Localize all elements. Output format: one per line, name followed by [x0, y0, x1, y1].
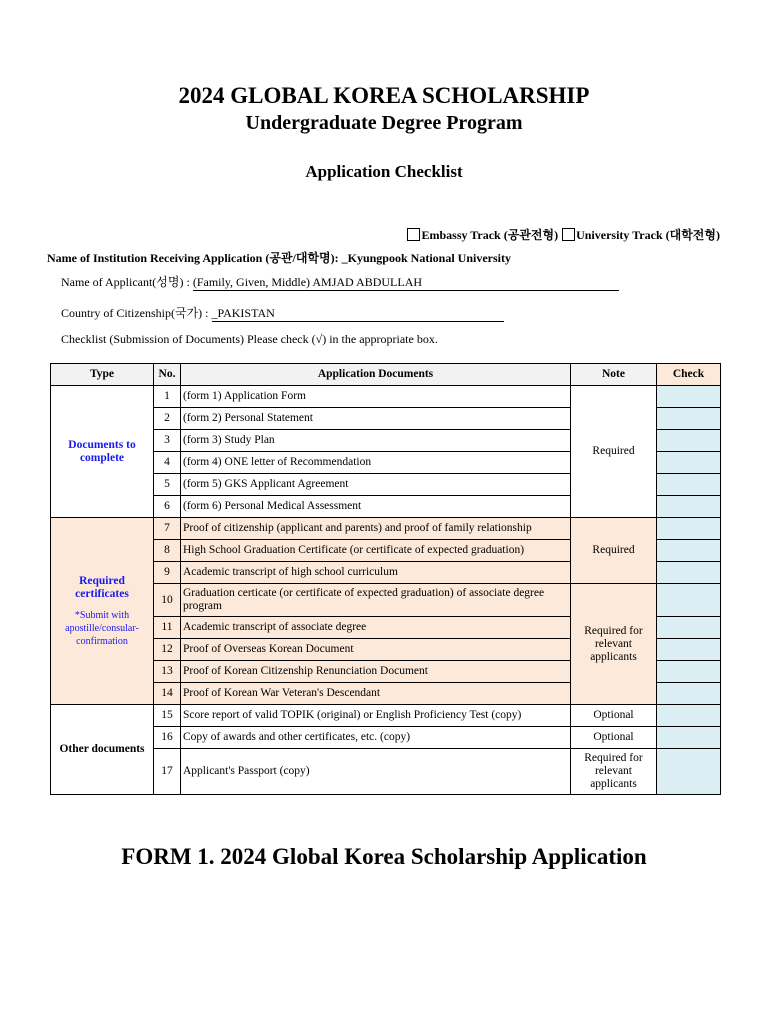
group-other-documents: Other documents: [51, 705, 154, 795]
table-row: [51, 705, 721, 727]
row-document: (form 5) GKS Applicant Agreement: [181, 474, 571, 496]
note-optional: Optional: [571, 727, 657, 749]
row-number: 16: [154, 727, 181, 749]
row-number: 11: [154, 617, 181, 639]
track-selector: [407, 226, 720, 243]
row-document: Academic transcript of associate degree: [181, 617, 571, 639]
check-cell[interactable]: [657, 408, 721, 430]
row-number: 7: [154, 518, 181, 540]
header-check: Check: [657, 364, 721, 386]
institution-label: Name of Institution Receiving Application (공관/대학명): _: [47, 251, 348, 265]
table-row: [51, 386, 721, 408]
check-cell[interactable]: [657, 430, 721, 452]
check-cell[interactable]: [657, 584, 721, 617]
check-cell[interactable]: [657, 727, 721, 749]
row-document: Copy of awards and other certificates, etc. (copy): [181, 727, 571, 749]
note-required-relevant: Required for relevant applicants: [571, 584, 657, 705]
row-document: (form 4) ONE letter of Recommendation: [181, 452, 571, 474]
header-no: No.: [154, 364, 181, 386]
row-number: 6: [154, 496, 181, 518]
check-cell[interactable]: [657, 661, 721, 683]
row-document: Proof of Overseas Korean Document: [181, 639, 571, 661]
note-optional: Optional: [571, 705, 657, 727]
table-row: [51, 518, 721, 540]
applicant-line: [61, 273, 619, 291]
apostille-note: *Submit with apostille/consular-confirmation: [65, 609, 139, 647]
row-document: (form 1) Application Form: [181, 386, 571, 408]
check-cell[interactable]: [657, 562, 721, 584]
citizenship-line: [61, 304, 504, 322]
form-title: FORM 1. 2024 Global Korea Scholarship Application: [121, 844, 647, 869]
row-document: (form 2) Personal Statement: [181, 408, 571, 430]
document-subtitle: Undergraduate Degree Program: [245, 112, 523, 134]
header-type: Type: [51, 364, 154, 386]
check-cell[interactable]: [657, 518, 721, 540]
applicant-name-field[interactable]: (Family, Given, Middle) AMJAD ABDULLAH: [193, 275, 619, 291]
row-number: 14: [154, 683, 181, 705]
document-title: 2024 GLOBAL KOREA SCHOLARSHIP: [178, 83, 590, 108]
institution-value: Kyungpook National University: [347, 251, 511, 265]
row-document: Proof of Korean Citizenship Renunciation Document: [181, 661, 571, 683]
check-cell[interactable]: [657, 749, 721, 795]
check-cell[interactable]: [657, 705, 721, 727]
group-required-label: Required certificates: [75, 574, 129, 600]
embassy-track-label: Embassy Track (공관전형): [421, 228, 559, 242]
documents-checklist-table: [50, 363, 721, 795]
row-document: (form 6) Personal Medical Assessment: [181, 496, 571, 518]
group-required-certificates: [51, 518, 154, 705]
header-documents: Application Documents: [181, 364, 571, 386]
row-number: 4: [154, 452, 181, 474]
row-number: 17: [154, 749, 181, 795]
check-cell[interactable]: [657, 386, 721, 408]
note-required-relevant: Required for relevant applicants: [571, 749, 657, 795]
checklist-title: Application Checklist: [305, 162, 463, 181]
row-document: Score report of valid TOPIK (original) or English Proficiency Test (copy): [181, 705, 571, 727]
embassy-track-checkbox[interactable]: [407, 228, 420, 241]
row-number: 12: [154, 639, 181, 661]
row-document: Applicant's Passport (copy): [181, 749, 571, 795]
citizenship-field[interactable]: _PAKISTAN: [212, 306, 504, 322]
row-number: 13: [154, 661, 181, 683]
row-number: 10: [154, 584, 181, 617]
university-track-label: University Track (대학전형): [576, 228, 720, 242]
header-note: Note: [571, 364, 657, 386]
check-cell[interactable]: [657, 617, 721, 639]
row-number: 15: [154, 705, 181, 727]
row-number: 8: [154, 540, 181, 562]
note-required: Required: [571, 518, 657, 584]
check-cell[interactable]: [657, 496, 721, 518]
row-document: (form 3) Study Plan: [181, 430, 571, 452]
check-cell[interactable]: [657, 540, 721, 562]
checklist-instruction: Checklist (Submission of Documents) Please check (√) in the appropriate box.: [61, 332, 438, 346]
row-number: 1: [154, 386, 181, 408]
row-document: Academic transcript of high school curriculum: [181, 562, 571, 584]
applicant-label: Name of Applicant(성명) :: [61, 275, 193, 289]
row-number: 2: [154, 408, 181, 430]
check-cell[interactable]: [657, 474, 721, 496]
row-document: Proof of Korean War Veteran's Descendant: [181, 683, 571, 705]
check-cell[interactable]: [657, 452, 721, 474]
citizenship-label: Country of Citizenship(국가) :: [61, 306, 212, 320]
row-document: Graduation certicate (or certificate of expected graduation) of associate degree program: [181, 584, 571, 617]
university-track-checkbox[interactable]: [562, 228, 575, 241]
row-document: High School Graduation Certificate (or certificate of expected graduation): [181, 540, 571, 562]
check-cell[interactable]: [657, 683, 721, 705]
note-required: Required: [571, 386, 657, 518]
institution-line: [47, 249, 511, 266]
row-number: 9: [154, 562, 181, 584]
row-document: Proof of citizenship (applicant and parents) and proof of family relationship: [181, 518, 571, 540]
row-number: 3: [154, 430, 181, 452]
check-cell[interactable]: [657, 639, 721, 661]
row-number: 5: [154, 474, 181, 496]
group-documents-to-complete: Documents to complete: [51, 386, 154, 518]
